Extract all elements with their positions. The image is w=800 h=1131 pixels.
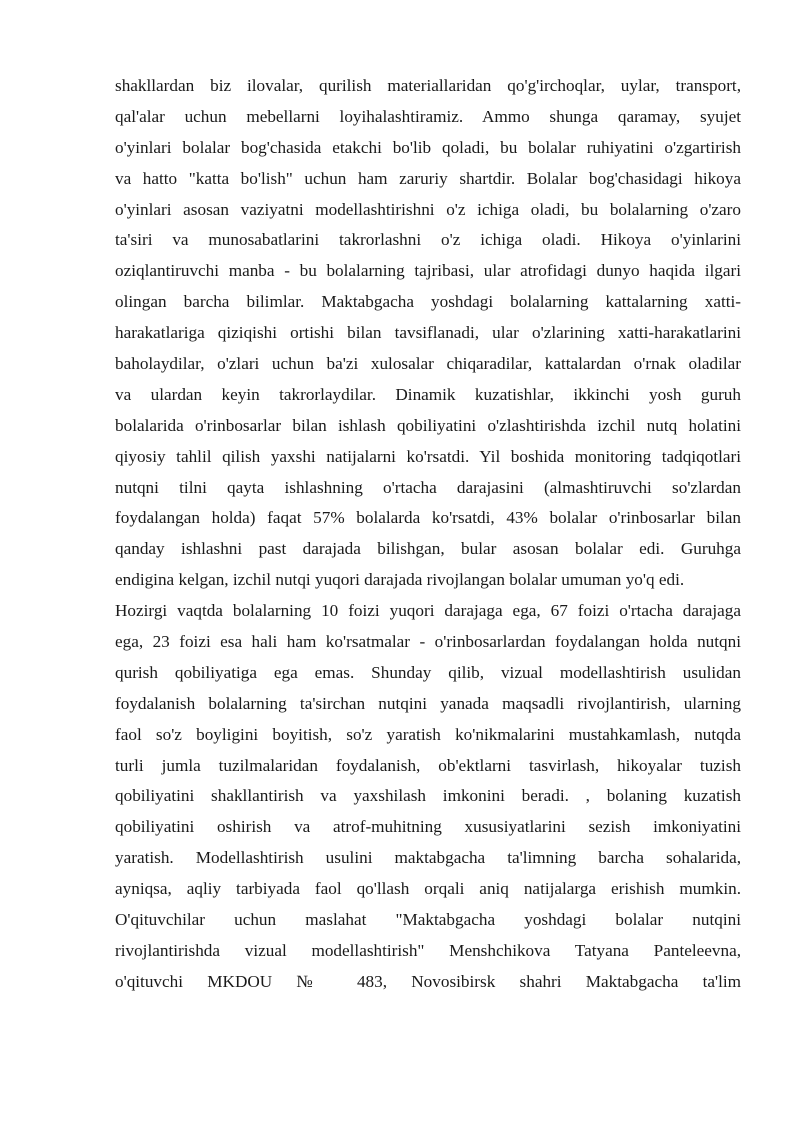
text-line: va ulardan keyin takrorlaydilar. Dinamik kuzatishlar, ikkinchi yosh guruh (115, 384, 741, 404)
text-line: qiyosiy tahlil qilish yaxshi natijalarni ko'rsatdi. Yil boshida monitoring tadqiqotlari (115, 446, 741, 466)
text-line: ega, 23 foizi esa hali ham ko'rsatmalar - o'rinbosarlardan foydalangan holda nutqni (115, 632, 741, 652)
text-line: foydalanish bolalarning ta'sirchan nutqini yanada maqsadli rivojlantirish, ularning (115, 693, 741, 713)
text-line: qobiliyatini shakllantirish va yaxshilash imkonini beradi. , bolaning kuzatish (115, 786, 741, 806)
text-line: bolalarida o'rinbosarlar bilan ishlash qobiliyatini o'zlashtirishda izchil nutq holatini (115, 415, 741, 435)
text-line: ayniqsa, aqliy tarbiyada faol qo'llash orqali aniq natijalarga erishish mumkin. (115, 879, 741, 899)
text-line: ta'siri va munosabatlarini takrorlashni o'z ichiga oladi. Hikoya o'yinlarini (115, 230, 741, 250)
text-line: va hatto "katta bo'lish" uchun ham zaruriy shartdir. Bolalar bog'chasidagi hikoya (115, 168, 741, 188)
text-line: qurish qobiliyatiga ega emas. Shunday qilib, vizual modellashtirish usulidan (115, 662, 741, 682)
text-line: o'yinlari bolalar bog'chasida etakchi bo'lib qoladi, bu bolalar ruhiyatini o'zgartirish (115, 137, 741, 157)
text-line: qobiliyatini oshirish va atrof-muhitning xususiyatlarini sezish imkoniyatini (115, 817, 741, 837)
text-line: turli jumla tuzilmalaridan foydalanish, ob'ektlarni tasvirlash, hikoyalar tuzish (115, 755, 741, 775)
text-line: shakllardan biz ilovalar, qurilish materiallaridan qo'g'irchoqlar, uylar, transport, (115, 76, 741, 95)
text-line: faol so'z boyligini boyitish, so'z yaratish ko'nikmalarini mustahkamlash, nutqda (115, 724, 741, 744)
text-line: baholaydilar, o'zlari uchun ba'zi xulosalar chiqaradilar, kattalardan o'rnak oladilar (115, 354, 741, 374)
text-line: foydalangan holda) faqat 57% bolalarda ko'rsatdi, 43% bolalar o'rinbosarlar bilan (115, 508, 741, 528)
text-line: O'qituvchilar uchun maslahat "Maktabgacha yoshdagi bolalar nutqini (115, 910, 741, 930)
text-line: o'yinlari asosan vaziyatni modellashtirishni o'z ichiga oladi, bu bolalarning o'zaro (115, 199, 741, 219)
text-line: Hozirgi vaqtda bolalarning 10 foizi yuqori darajaga ega, 67 foizi o'rtacha darajaga (115, 601, 741, 621)
body-text (115, 71, 741, 998)
text-line: qal'alar uchun mebellarni loyihalashtiramiz. Ammo shunga qaramay, syujet (115, 106, 741, 126)
text-line: endigina kelgan, izchil nutqi yuqori darajada rivojlangan bolalar umuman yo'q edi. (115, 570, 685, 590)
text-line: nutqni tilni qayta ishlashning o'rtacha darajasini (almashtiruvchi so'zlardan (115, 477, 741, 497)
text-line: rivojlantirishda vizual modellashtirish" Menshchikova Tatyana Panteleevna, (115, 940, 741, 960)
text-line: oziqlantiruvchi manba - bu bolalarning tajribasi, ular atrofidagi dunyo haqida ilgari (115, 261, 741, 281)
text-line: o'qituvchi MKDOU № 483, Novosibirsk shahri Maktabgacha ta'lim (115, 971, 741, 991)
text-line: harakatlariga qiziqishi ortishi bilan tavsiflanadi, ular o'zlarining xatti-harakatlarini (115, 323, 741, 343)
text-line: qanday ishlashni past darajada bilishgan, bular asosan bolalar edi. Guruhga (115, 539, 741, 559)
text-line: yaratish. Modellashtirish usulini maktabgacha ta'limning barcha sohalarida, (115, 848, 741, 868)
text-line: olingan barcha bilimlar. Maktabgacha yoshdagi bolalarning kattalarning xatti- (115, 292, 741, 312)
